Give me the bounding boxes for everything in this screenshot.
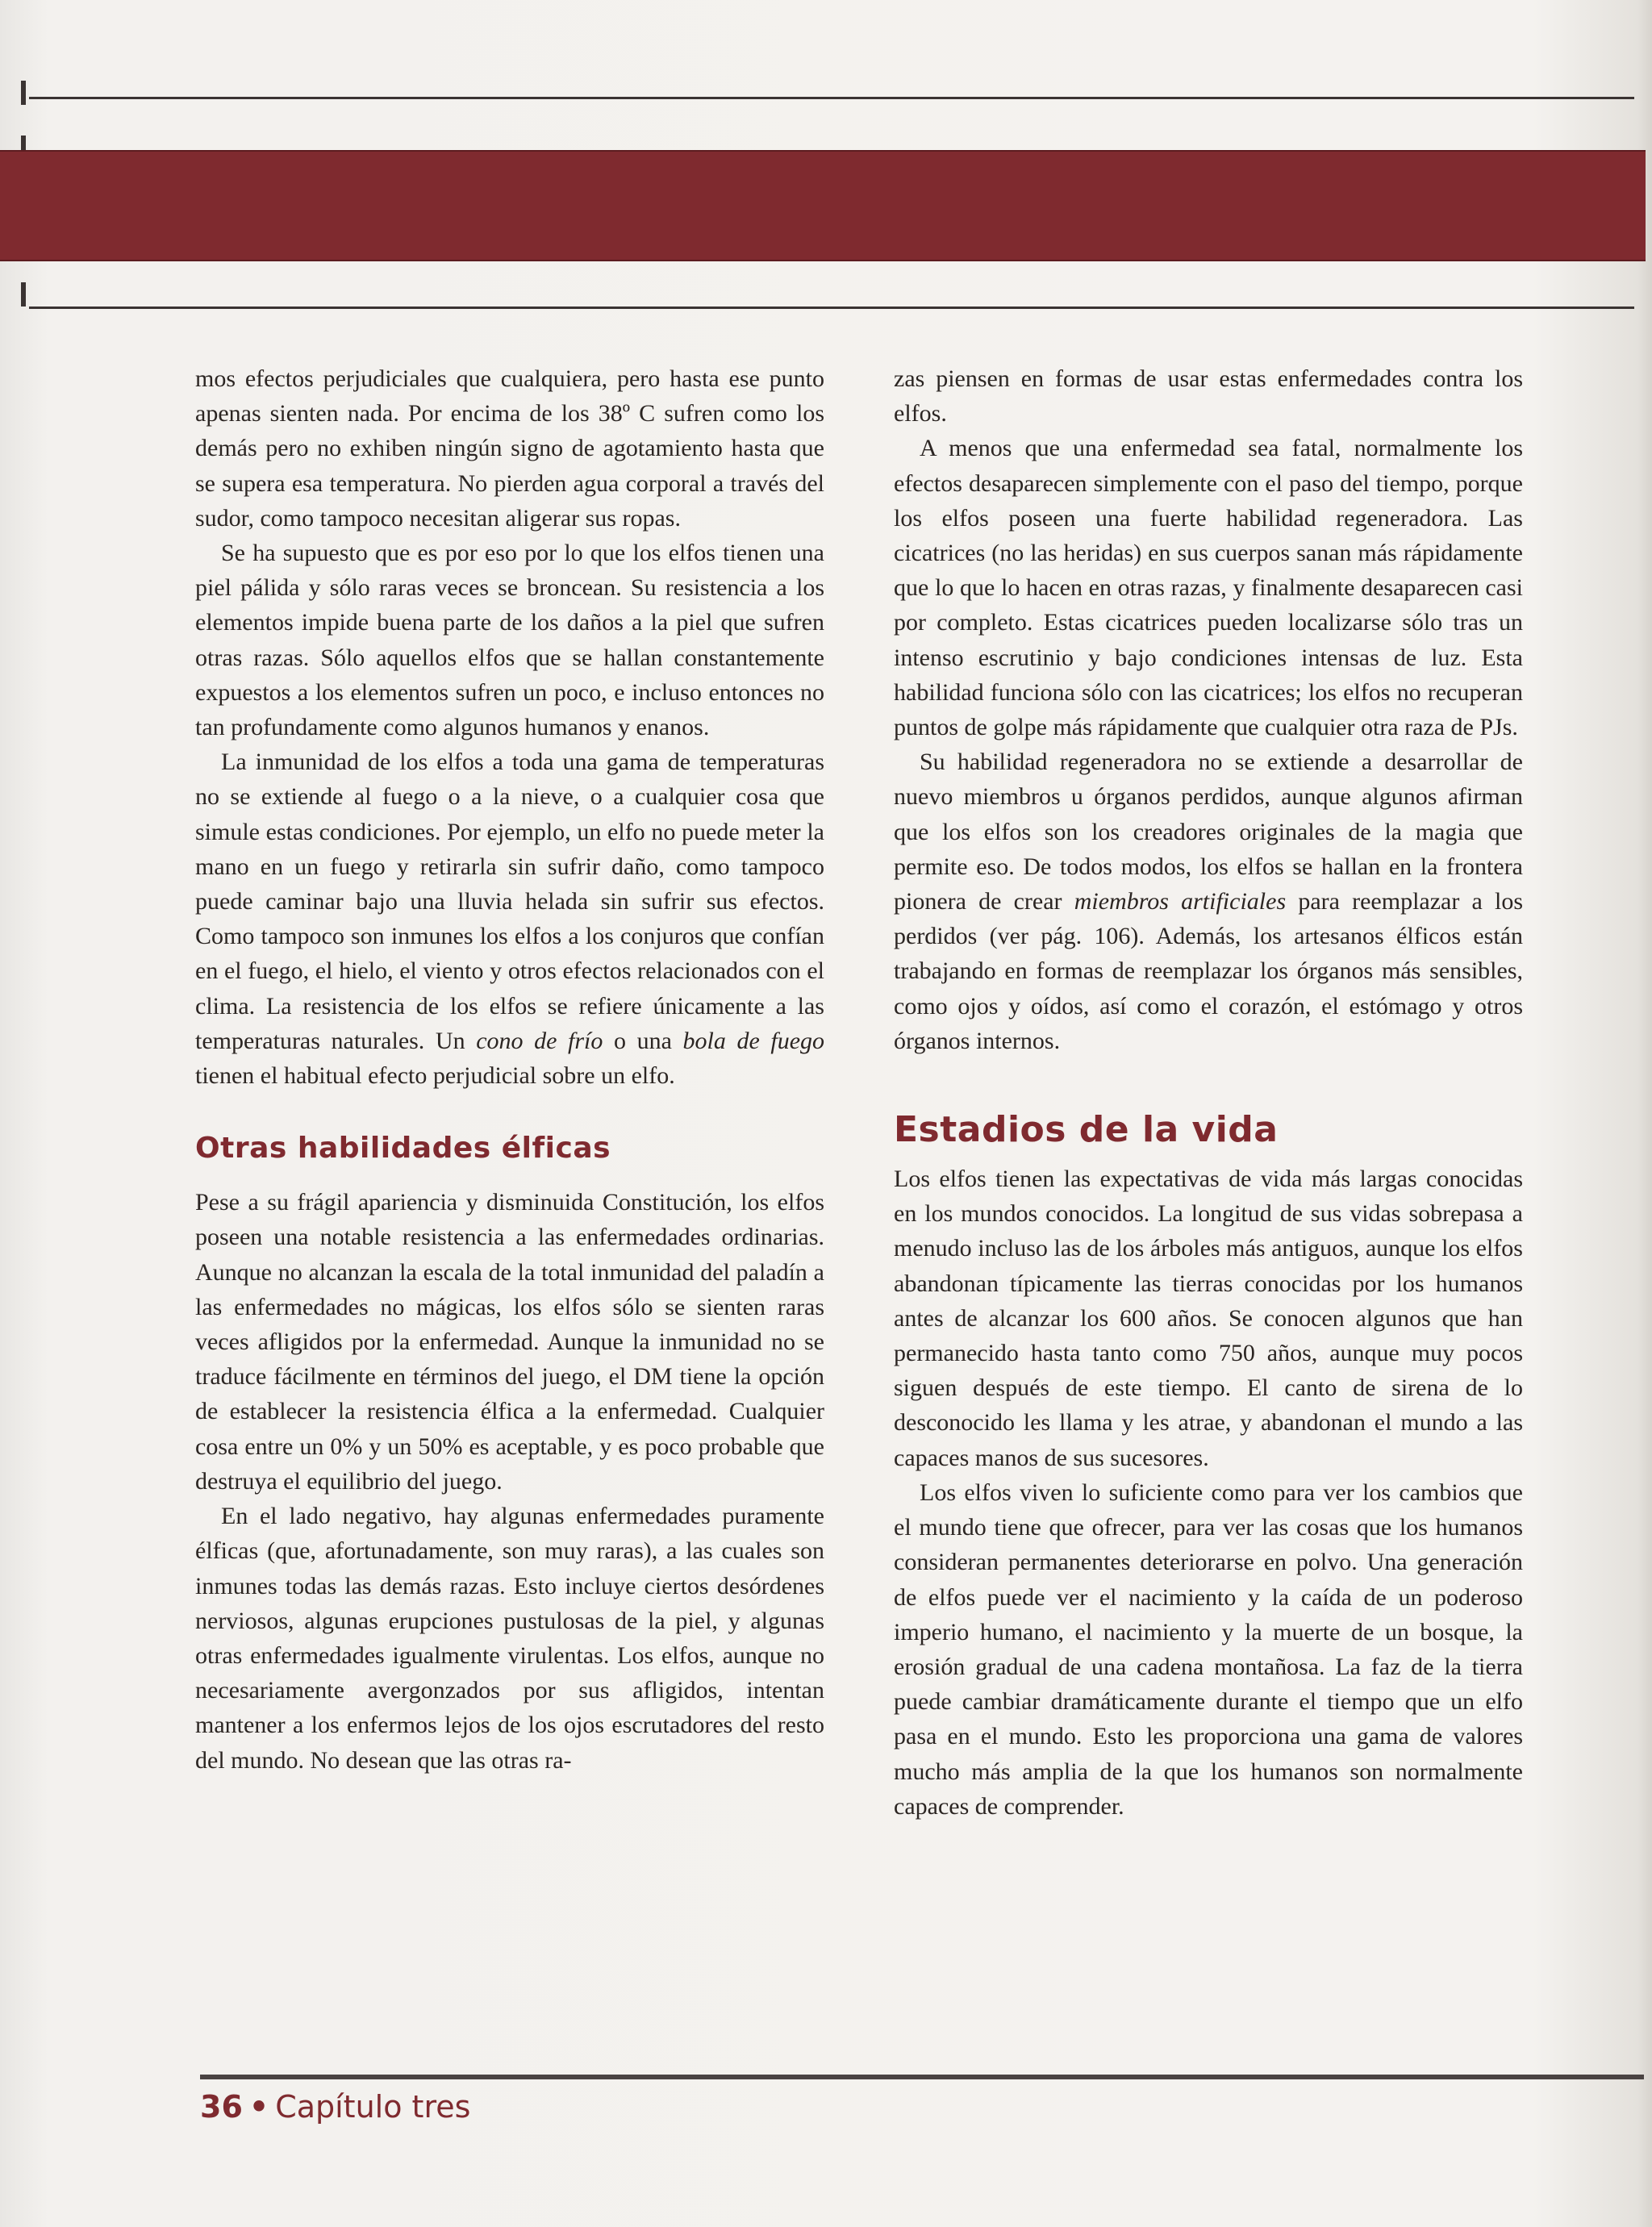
page-number: 36 (200, 2089, 243, 2125)
right-paragraph-5: Los elfos viven lo suficiente como para ver los cambios que el mundo tiene que ofrecer, para ver las cosas que los humanos consideran permanentes deteriorarse en polvo. Una generación de elfos puede ver el nacimiento y la caída de un poderoso imperio humano, el nacimiento y la muerte de un bosque, la erosión gradual de una cadena montañosa. La faz de la tierra puede cambiar dramáticamente durante el tiempo que un elfo pasa en el mundo. Esto les proporciona una gama de valores mucho más amplia de la que los humanos son normalmente capaces de comprender. (894, 1478, 1523, 1820)
left-paragraph-1: mos efectos perjudiciales que cualquiera, pero hasta ese punto apenas sienten nada. Por encima de los 38º C sufren como los demás pero no exhiben ningún signo de agotamiento hasta que se supera esa temperatura. No pierden agua corporal a través del sudor, como tampoco necesitan aligerar sus ropas. (195, 365, 824, 532)
text-run: para reemplazar a los perdidos (ver pág. 106). Además, los artesanos élficos están trabajando en formas de reemplazar los órganos más sensibles, como ojos y oídos, así como el corazón, el estómago y otros órganos internos. (894, 888, 1524, 1054)
left-column (195, 361, 824, 1778)
text-run: Su habilidad regeneradora no se extiende a desarrollar de nuevo miembros u órganos perdidos, aunque algunos afirman que los elfos son los creadores originales de la magia que permite eso. De todos modos, los elfos se hallan en la frontera pionera de crear (894, 749, 1523, 915)
left-paragraph-2: Se ha supuesto que es por eso por lo que los elfos tienen una piel pálida y sólo raras veces se broncean. Su resistencia a los elementos impide buena parte de los daños a la piel que sufren otras razas. Sólo aquellos elfos que se hallan constantemente expuestos a los elementos sufren un poco, e incluso entonces no tan profundamente como algunos humanos y enanos. (195, 540, 824, 741)
header-band (0, 150, 1646, 261)
edge-mark-top (21, 81, 26, 105)
left-paragraph-5: En el lado negativo, hay algunas enfermedades puramente élficas (que, afortunadamente, son muy raras), a las cuales son inmunes todas las demás razas. Esto incluye ciertos desórdenes nerviosos, algunas erupciones pustulosas de la piel, y algunas otras enfermedades igualmente virulentas. Los elfos, aunque no necesariamente avergonzados por sus afligidos, intentan mantener a los enfermos lejos de los ojos escrutadores del resto del mundo. No desean que las otras ra- (195, 1503, 824, 1774)
header-rule-bottom (29, 307, 1634, 309)
section-heading-estadios-de-la-vida: Estadios de la vida (894, 1109, 1279, 1151)
left-paragraph-4: Pese a su frágil apariencia y disminuida Constitución, los elfos poseen una notable resistencia a las enfermedades ordinarias. Aunque no alcanzan la escala de la total inmunidad del paladín a las enfermedades no mágicas, los elfos sólo se sienten raras veces afligidos por la enfermedad. Aunque la inmunidad no se traduce fácilmente en términos del juego, el DM tiene la opción de establecer la resistencia élfica a la enfermedad. Cualquier cosa entre un 0% y un 50% es aceptable, y es poco probable que destruya el equilibrio del juego. (195, 1189, 824, 1495)
right-paragraph-2: A menos que una enfermedad sea fatal, normalmente los efectos desaparecen simplemente con el paso del tiempo, porque los elfos poseen una fuerte habilidad regeneradora. Las cicatrices (no las heridas) en sus cuerpos sanan más rápidamente que lo que lo hacen en otras razas, y finalmente desaparecen casi por completo. Estas cicatrices pueden localizarse sólo tras un intenso escrutinio y bajo condiciones intensas de luz. Esta habilidad funciona sólo con las cicatrices; los elfos no recuperan puntos de golpe más rápidamente que cualquier otra raza de PJs. (894, 435, 1523, 741)
text-run: La inmunidad de los elfos a toda una gama de temperaturas no se extiende al fuego o a la nieve, o a cualquier cosa que simule estas condiciones. Por ejemplo, un elfo no puede meter la mano en un fuego y retirarla sin sufrir daño, como tampoco puede caminar bajo una lluvia helada sin sufrir sus efectos. Como tampoco son inmunes los elfos a los conjuros que confían en el fuego, el hielo, el viento y otros efectos relacionados con el clima. La resistencia de los elfos se refiere únicamente a las temperaturas naturales. Un (195, 749, 824, 1054)
text-run: o una (613, 1027, 672, 1054)
chapter-title: Capítulo tres (275, 2089, 471, 2125)
right-paragraph-4: Los elfos tienen las expectativas de vida más largas conocidas en los mundos conocidos. La longitud de sus vidas sobrepasa a menudo incluso las de los árboles más antiguos, aunque los elfos abandonan típicamente las tierras conocidas por los humanos antes de alcanzar los 600 años. Se conocen algunos que han permanecido hasta tanto como 750 años, aunque muy pocos siguen después de este tiempo. El canto de sirena de lo desconocido les llama y les atrae, y abandonan el mundo a las capaces manos de sus sucesores. (894, 1166, 1523, 1471)
right-column (894, 361, 1523, 1824)
left-paragraph-3 (195, 744, 824, 1093)
italic-spell-name: bola de fuego (682, 1027, 825, 1054)
header-rule-top (29, 97, 1634, 99)
italic-spell-name: cono de frío (476, 1027, 603, 1054)
italic-term: miembros artificiales (1074, 888, 1287, 915)
page-footer (200, 2084, 470, 2129)
footer-rule (200, 2075, 1644, 2079)
right-paragraph-1: zas piensen en formas de usar estas enfermedades contra los elfos. (894, 365, 1523, 427)
edge-mark-mid (21, 282, 26, 307)
text-run: tienen el habitual efecto perjudicial sobre un elfo. (195, 1062, 675, 1090)
footer-bullet: • (248, 2089, 269, 2125)
right-paragraph-3 (894, 744, 1523, 1058)
section-heading-otras-habilidades: Otras habilidades élficas (195, 1132, 611, 1166)
